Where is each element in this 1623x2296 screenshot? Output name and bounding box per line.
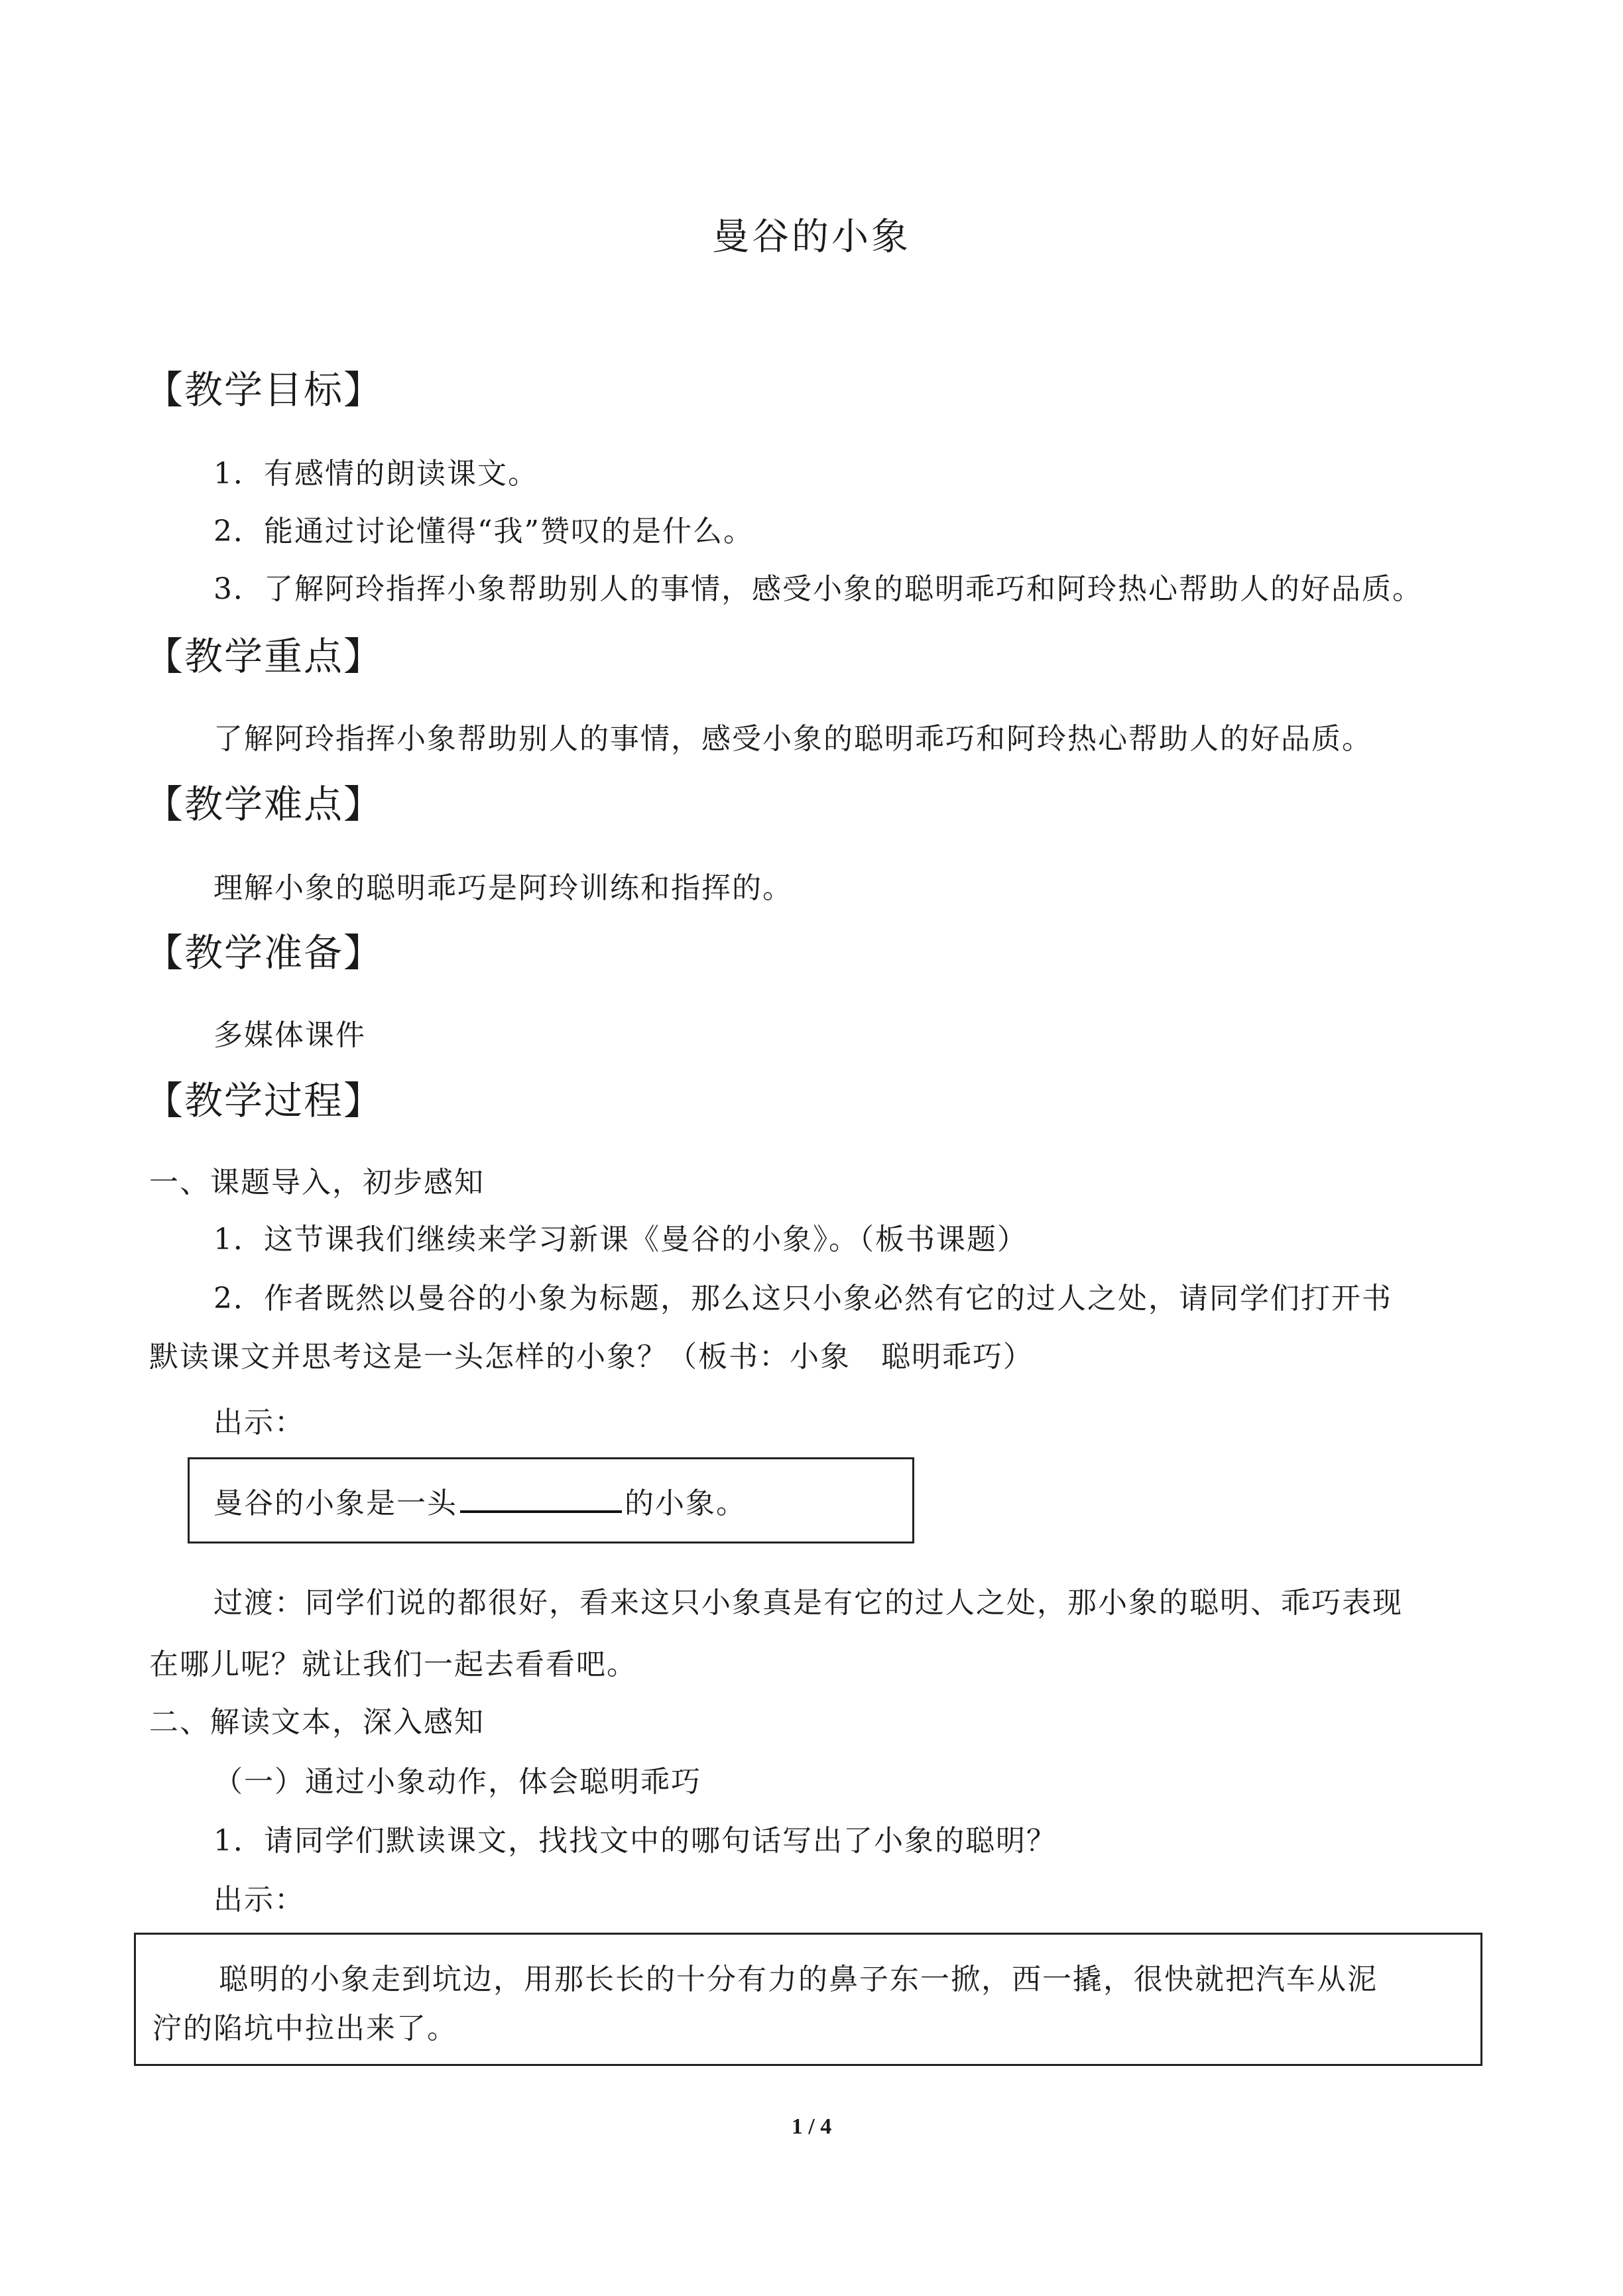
section-heading-preparation: 【教学准备】 bbox=[145, 930, 384, 975]
quote-box bbox=[134, 1933, 1482, 2066]
subsection-heading-1: （一）通过小象动作，体会聪明乖巧 bbox=[213, 1765, 701, 1799]
section-heading-difficulties: 【教学难点】 bbox=[145, 782, 384, 827]
page-number: 1 / 4 bbox=[791, 2114, 832, 2139]
transition-line-2: 在哪儿呢？就让我们一起去看看吧。 bbox=[149, 1648, 637, 1681]
goal-item-2: 2．能通过讨论懂得“我”赞叹的是什么。 bbox=[213, 514, 754, 548]
question-1: 1．请同学们默读课文，找找文中的哪句话写出了小象的聪明？ bbox=[213, 1824, 1057, 1858]
section-heading-key-points: 【教学重点】 bbox=[145, 634, 384, 679]
key-points-text: 了解阿玲指挥小象帮助别人的事情，感受小象的聪明乖巧和阿玲热心帮助人的好品质。 bbox=[213, 722, 1372, 756]
show-label-1: 出示： bbox=[213, 1406, 305, 1439]
part1-heading: 一、课题导入，初步感知 bbox=[149, 1166, 485, 1199]
process-paragraph-2-line-1: 2．作者既然以曼谷的小象为标题，那么这只小象必然有它的过人之处，请同学们打开书 bbox=[213, 1282, 1392, 1315]
show-label-2: 出示： bbox=[213, 1883, 305, 1917]
fill-in-blank-suffix: 的小象。 bbox=[625, 1486, 747, 1520]
transition-line-1: 过渡：同学们说的都很好，看来这只小象真是有它的过人之处，那小象的聪明、乖巧表现 bbox=[213, 1586, 1403, 1620]
goal-item-3: 3．了解阿玲指挥小象帮助别人的事情，感受小象的聪明乖巧和阿玲热心帮助人的好品质。 bbox=[213, 572, 1423, 606]
section-heading-goals: 【教学目标】 bbox=[145, 367, 384, 412]
quote-line-2: 泞的陷坑中拉出来了。 bbox=[152, 2012, 457, 2045]
page-title: 曼谷的小象 bbox=[712, 215, 911, 259]
process-paragraph-1: 1．这节课我们继续来学习新课《曼谷的小象》。（板书课题） bbox=[213, 1223, 1028, 1256]
fill-in-blank-sentence bbox=[213, 1481, 747, 1525]
fill-in-blank-box bbox=[188, 1457, 914, 1543]
section-heading-process: 【教学过程】 bbox=[145, 1078, 384, 1123]
process-paragraph-2-line-2: 默读课文并思考这是一头怎样的小象？（板书：小象 聪明乖巧） bbox=[149, 1340, 1034, 1374]
fill-in-blank-prefix: 曼谷的小象是一头 bbox=[213, 1486, 457, 1520]
preparation-text: 多媒体课件 bbox=[213, 1018, 366, 1052]
quote-line-1: 聪明的小象走到坑边，用那长长的十分有力的鼻子东一掀，西一撬，很快就把汽车从泥 bbox=[219, 1963, 1378, 1996]
difficulties-text: 理解小象的聪明乖巧是阿玲训练和指挥的。 bbox=[213, 871, 793, 905]
part2-heading: 二、解读文本，深入感知 bbox=[149, 1705, 485, 1739]
goal-item-1: 1．有感情的朗读课文。 bbox=[213, 457, 538, 491]
blank-line bbox=[460, 1481, 622, 1513]
